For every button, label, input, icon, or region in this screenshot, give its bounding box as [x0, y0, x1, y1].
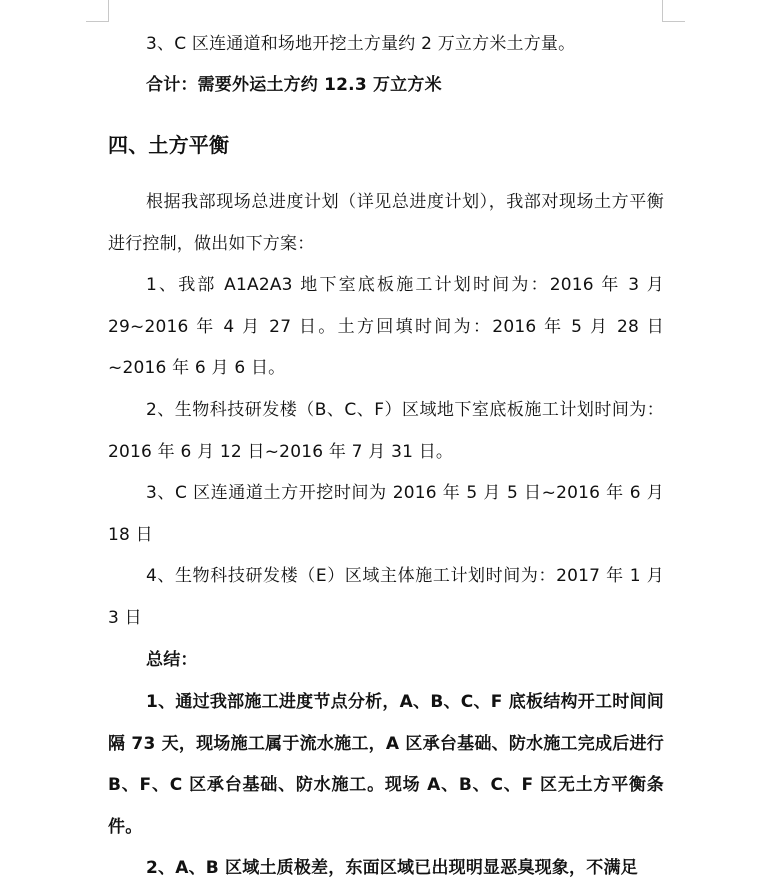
crop-mark-left-horizontal: [86, 21, 108, 22]
plan-item-2: 2、生物科技研发楼（B、C、F）区域地下室底板施工计划时间为：2016 年 6 月 12 日~2016 年 7 月 31 日。: [108, 400, 664, 462]
total-earthwork-line: 合计：需要外运土方约 12.3 万立方米: [146, 75, 442, 95]
summary-item-2: 2、A、B 区域土质极差，东面区域已出现明显恶臭现象，不满足: [146, 858, 638, 878]
plan-item-3: 3、C 区连通道土方开挖时间为 2016 年 5 月 5 日~2016 年 6 月 18 日: [108, 483, 664, 545]
crop-mark-left-vertical: [108, 0, 109, 22]
summary-label: 总结：: [146, 650, 198, 670]
paragraph-c-area-earthwork: 3、C 区连通道和场地开挖土方量约 2 万立方米土方量。: [146, 34, 576, 54]
crop-mark-right-vertical: [662, 0, 663, 22]
plan-item-4: 4、生物科技研发楼（E）区域主体施工计划时间为：2017 年 1 月 3 日: [108, 566, 664, 628]
crop-mark-right-horizontal: [663, 21, 685, 22]
section-heading-earthwork-balance: 四、土方平衡: [108, 133, 230, 157]
intro-paragraph: 根据我部现场总进度计划（详见总进度计划），我部对现场土方平衡进行控制，做出如下方案：: [108, 192, 664, 254]
plan-item-1: 1、我部 A1A2A3 地下室底板施工计划时间为：2016 年 3 月 29~2016 年 4 月 27 日。土方回填时间为：2016 年 5 月 28 日~2016 年 6 月 6 日。: [108, 275, 664, 378]
summary-item-1: 1、通过我部施工进度节点分析，A、B、C、F 底板结构开工时间间隔 73 天，现场施工属于流水施工，A 区承台基础、防水施工完成后进行 B、F、C 区承台基础、防水施工。现场 A、B、C、F 区无土方平衡条件。: [108, 692, 664, 837]
